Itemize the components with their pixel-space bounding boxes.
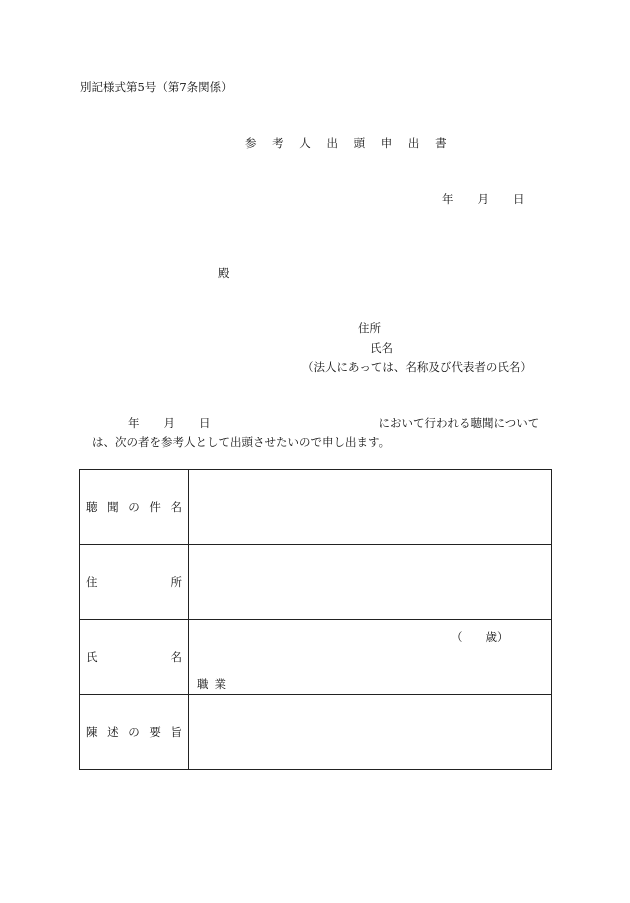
value-statement[interactable] [189, 695, 552, 770]
addressee-suffix: 殿 [218, 266, 230, 280]
body-year: 年 [128, 416, 140, 430]
date-line [442, 194, 525, 206]
date-day: 日 [513, 192, 525, 206]
label-char: 旨 [170, 725, 182, 739]
label-char: 要 [149, 725, 161, 739]
date-month: 月 [477, 192, 489, 206]
value-address[interactable] [189, 545, 552, 620]
label-char: 聴 [86, 500, 98, 514]
label-statement [80, 695, 189, 770]
applicant-name-label: 氏名 [370, 341, 393, 355]
body-line-2: は、次の者を参考人として出頭させたいので申し出ます。 [92, 435, 391, 449]
form-reference: 別記様式第5号（第7条関係） [80, 80, 233, 94]
table-row-statement [80, 695, 552, 770]
label-char: の [128, 500, 140, 514]
table-row-case-name [80, 470, 552, 545]
label-address [80, 545, 189, 620]
label-name [80, 620, 189, 695]
body-line-1-tail: において行われる聴聞について [378, 416, 540, 430]
date-year: 年 [442, 192, 454, 206]
body-month: 月 [163, 416, 175, 430]
info-table [79, 469, 552, 770]
label-char: 氏 [86, 650, 98, 664]
table-row-address [80, 545, 552, 620]
label-char: 聞 [107, 500, 119, 514]
body-day: 日 [199, 416, 211, 430]
label-char: 住 [86, 575, 98, 589]
applicant-name-note: （法人にあっては、名称及び代表者の氏名） [302, 360, 532, 374]
label-char: 名 [170, 650, 182, 664]
age-field: （ 歳） [451, 630, 509, 644]
label-char: 件 [149, 500, 161, 514]
applicant-address-label: 住所 [358, 321, 381, 335]
label-char: の [128, 725, 140, 739]
label-char: 名 [170, 500, 182, 514]
label-case-name [80, 470, 189, 545]
table-row-name [80, 620, 552, 695]
label-char: 述 [107, 725, 119, 739]
label-char: 所 [170, 575, 182, 589]
occupation-label: 職業 [197, 677, 232, 691]
label-char: 陳 [86, 725, 98, 739]
value-case-name[interactable] [189, 470, 552, 545]
document-title: 参 考 人 出 頭 申 出 書 [245, 136, 453, 150]
value-name[interactable] [189, 620, 552, 695]
body-line-1 [128, 418, 539, 430]
